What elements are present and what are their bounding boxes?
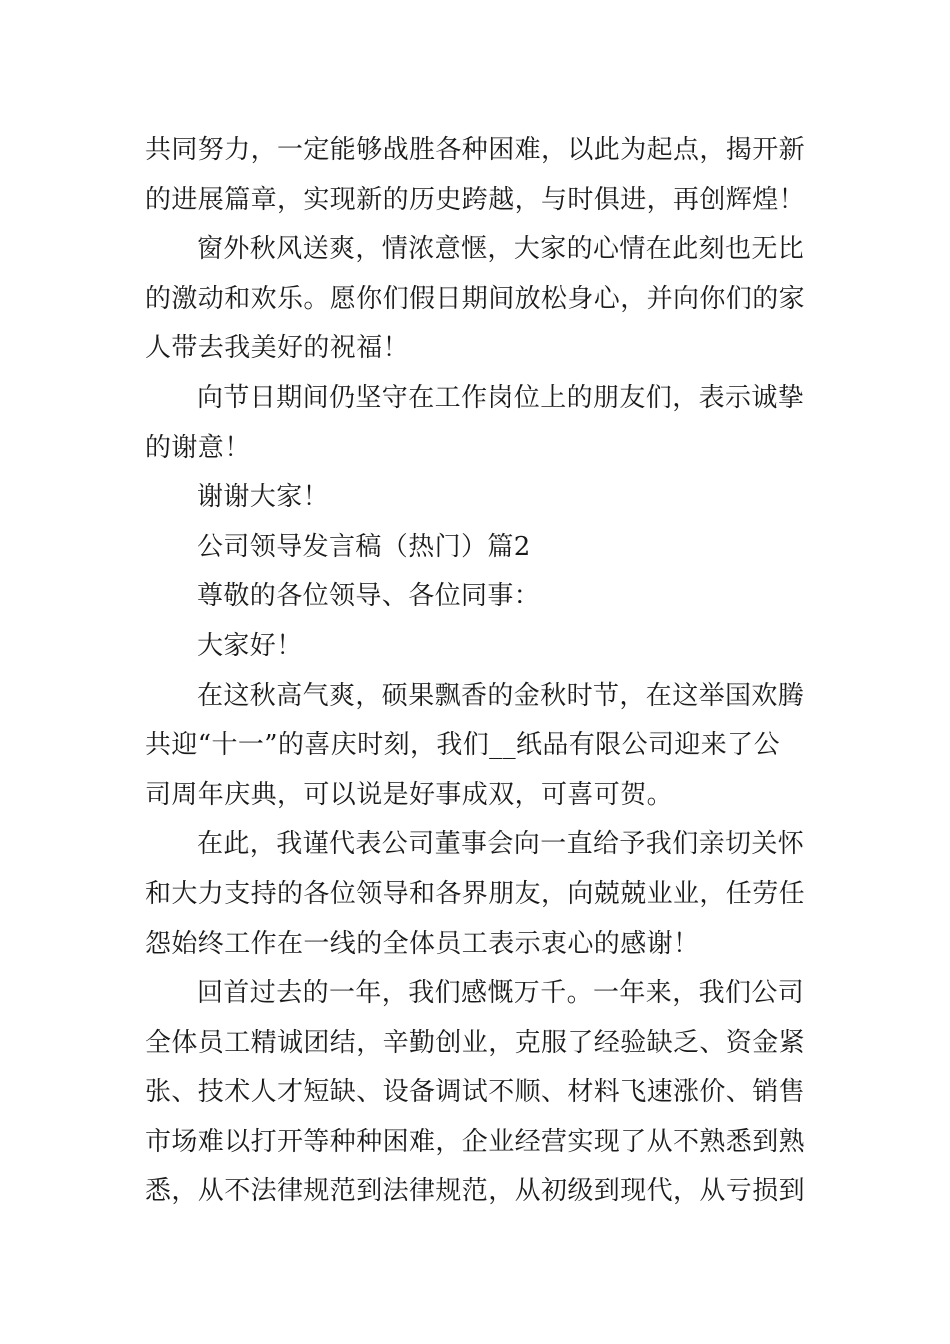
- text-line: 的激动和欢乐。愿你们假日期间放松身心，并向你们的家: [145, 283, 806, 314]
- paragraph-start: 在此，我谨代表公司董事会向一直给予我们亲切关怀: [197, 829, 805, 860]
- text-line: 悉，从不法律规范到法律规范，从初级到现代，从亏损到: [145, 1176, 806, 1207]
- text-line: 的谢意！: [145, 432, 251, 463]
- section-heading: 公司领导发言稿（热门）篇2: [197, 531, 531, 562]
- greeting: 大家好！: [197, 630, 303, 661]
- paragraph-start: 向节日期间仍坚守在工作岗位上的朋友们，表示诚挚: [197, 382, 805, 413]
- text-line: 张、技术人才短缺、设备调试不顺、材料飞速涨价、销售: [145, 1077, 806, 1108]
- text-line: 全体员工精诚团结，辛勤创业，克服了经验缺乏、资金紧: [145, 1027, 806, 1058]
- salutation: 尊敬的各位领导、各位同事：: [197, 581, 541, 612]
- text-line: 的进展篇章，实现新的历史跨越，与时俱进，再创辉煌！: [145, 184, 806, 215]
- paragraph-start: 在这秋高气爽，硕果飘香的金秋时节，在这举国欢腾: [197, 680, 805, 711]
- text-line: 人带去我美好的祝福！: [145, 333, 410, 364]
- paragraph-start: 回首过去的一年，我们感慨万千。一年来，我们公司: [197, 978, 805, 1009]
- text-line: 司周年庆典，可以说是好事成双，可喜可贺。: [145, 779, 674, 810]
- text-line: 共迎“十一”的喜庆时刻，我们__纸品有限公司迎来了公: [145, 730, 780, 761]
- text-line: 市场难以打开等种种困难，企业经营实现了从不熟悉到熟: [145, 1126, 806, 1157]
- text-line: 和大力支持的各位领导和各界朋友，向兢兢业业，任劳任: [145, 878, 806, 909]
- paragraph-start: 谢谢大家！: [197, 482, 330, 513]
- document-body: [145, 126, 807, 1217]
- paragraph-start: 窗外秋风送爽，情浓意惬，大家的心情在此刻也无比: [197, 234, 805, 265]
- text-line: 共同努力，一定能够战胜各种困难，以此为起点，揭开新: [145, 135, 806, 165]
- text-line: 怨始终工作在一线的全体员工表示衷心的感谢！: [145, 928, 700, 959]
